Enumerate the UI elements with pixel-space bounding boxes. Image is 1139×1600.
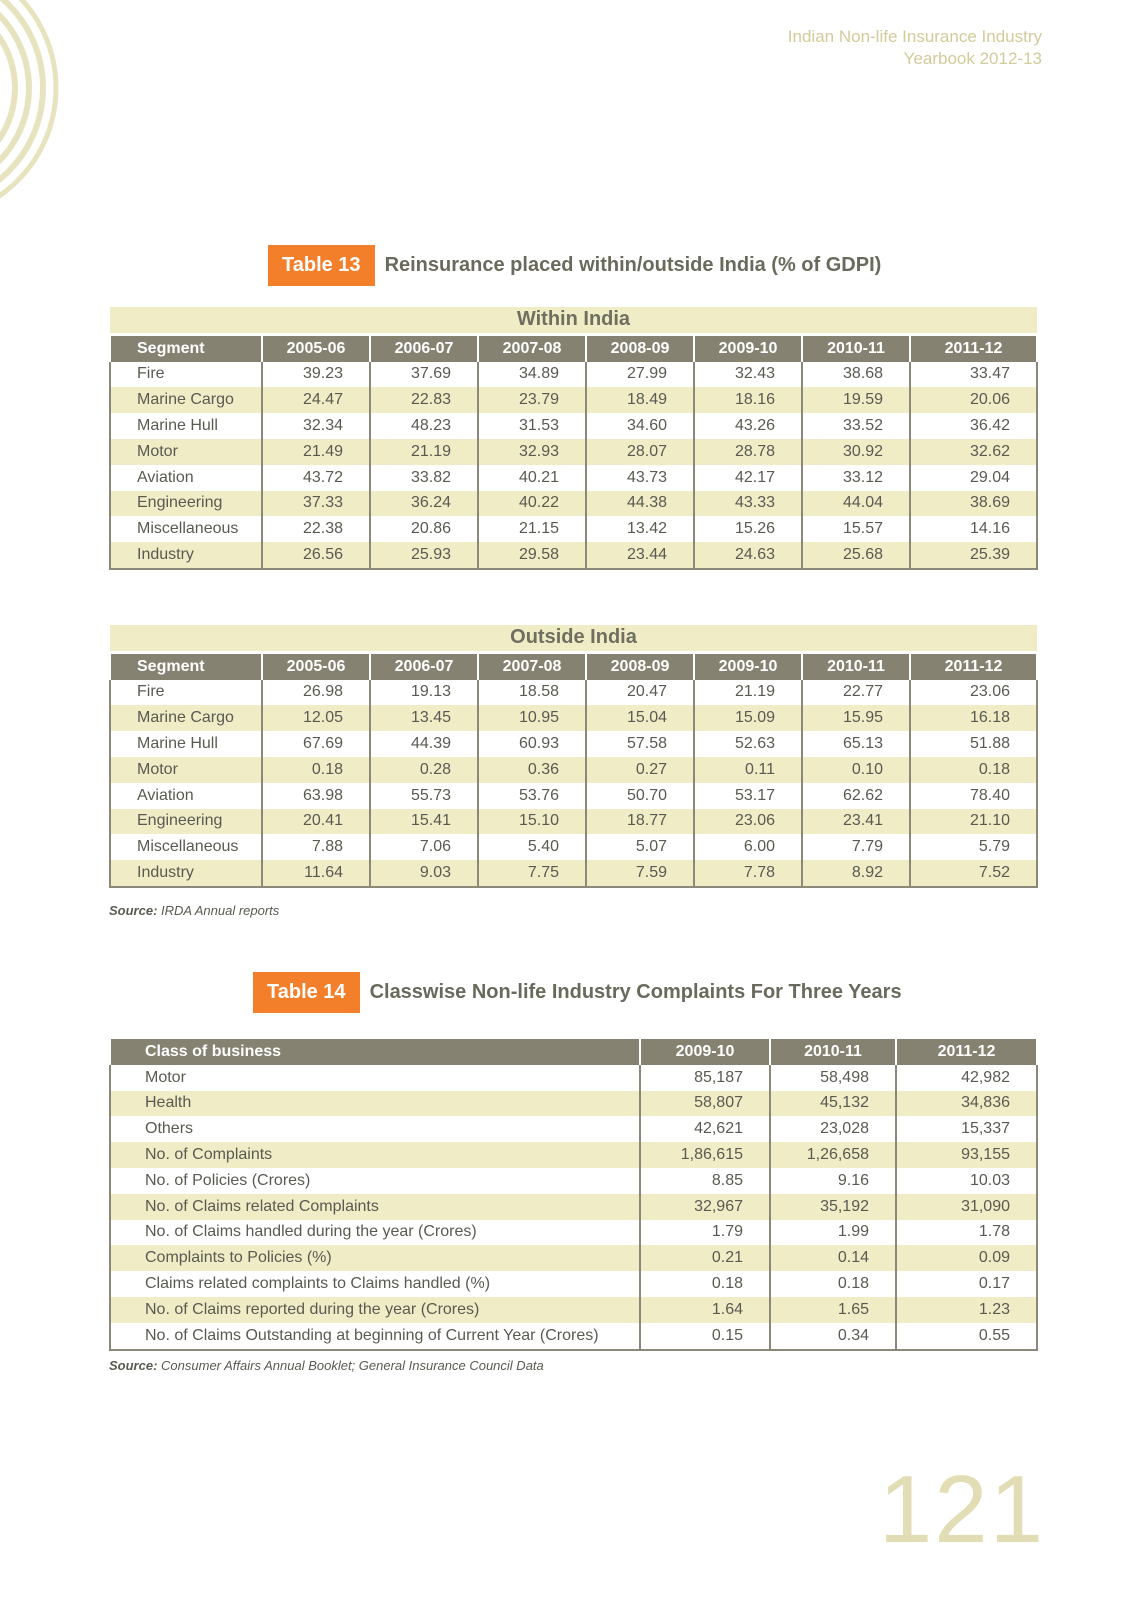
table-cell: 0.27	[586, 757, 694, 783]
table-cell: 1.79	[640, 1220, 770, 1246]
table-row	[110, 1297, 1037, 1323]
table-cell: 52.63	[694, 731, 802, 757]
table14-title: Classwise Non-life Industry Complaints For Three Years	[369, 981, 902, 1003]
column-header: 2011-12	[896, 1039, 1037, 1065]
column-header: 2006-07	[370, 334, 478, 361]
table-row	[110, 1194, 1037, 1220]
table-cell: 22.83	[370, 387, 478, 413]
row-label: Motor	[110, 757, 262, 783]
table-row	[110, 1116, 1037, 1142]
table-cell: 20.41	[262, 809, 370, 835]
row-label: Marine Cargo	[110, 387, 262, 413]
table-cell: 19.59	[802, 387, 910, 413]
row-label: Industry	[110, 860, 262, 887]
column-header: 2009-10	[694, 652, 802, 679]
table-cell: 35,192	[770, 1194, 896, 1220]
table-cell: 21.49	[262, 439, 370, 465]
table-cell: 7.75	[478, 860, 586, 887]
table-cell: 38.69	[910, 491, 1037, 517]
table-cell: 34.89	[478, 362, 586, 388]
table-cell: 1,86,615	[640, 1142, 770, 1168]
source-text: IRDA Annual reports	[161, 903, 280, 918]
table-cell: 33.52	[802, 413, 910, 439]
table-cell: 23.79	[478, 387, 586, 413]
table-cell: 13.42	[586, 516, 694, 542]
table-cell: 43.33	[694, 491, 802, 517]
table-cell: 8.85	[640, 1168, 770, 1194]
table-cell: 28.07	[586, 439, 694, 465]
row-label: No. of Claims handled during the year (Crores)	[110, 1220, 640, 1246]
table-cell: 45,132	[770, 1091, 896, 1117]
table-cell: 30.92	[802, 439, 910, 465]
row-label: Industry	[110, 542, 262, 569]
table-cell: 36.42	[910, 413, 1037, 439]
table-cell: 53.76	[478, 783, 586, 809]
table-row	[110, 1323, 1037, 1350]
table-cell: 25.68	[802, 542, 910, 569]
column-header: 2008-09	[586, 652, 694, 679]
table-cell: 18.58	[478, 680, 586, 706]
within-india-table	[109, 307, 1038, 570]
source-label: Source:	[109, 903, 158, 918]
column-header-row	[110, 1039, 1037, 1065]
table-row	[110, 362, 1037, 388]
table-cell: 7.59	[586, 860, 694, 887]
table-cell: 15.10	[478, 809, 586, 835]
table-cell: 78.40	[910, 783, 1037, 809]
table-cell: 21.19	[370, 439, 478, 465]
table-row	[110, 1065, 1037, 1091]
table-cell: 15.57	[802, 516, 910, 542]
row-label: Marine Cargo	[110, 705, 262, 731]
table-cell: 37.69	[370, 362, 478, 388]
table-cell: 15,337	[896, 1116, 1037, 1142]
table-cell: 43.73	[586, 465, 694, 491]
running-header	[788, 26, 1042, 70]
table-cell: 31,090	[896, 1194, 1037, 1220]
column-header: 2005-06	[262, 334, 370, 361]
table-cell: 13.45	[370, 705, 478, 731]
row-label: Engineering	[110, 809, 262, 835]
row-label: Marine Hull	[110, 413, 262, 439]
table-cell: 67.69	[262, 731, 370, 757]
table-cell: 60.93	[478, 731, 586, 757]
table-row	[110, 387, 1037, 413]
table-cell: 57.58	[586, 731, 694, 757]
column-header: 2005-06	[262, 652, 370, 679]
table-row	[110, 731, 1037, 757]
column-header: 2011-12	[910, 334, 1037, 361]
row-label: No. of Claims related Complaints	[110, 1194, 640, 1220]
table-cell: 32.62	[910, 439, 1037, 465]
table-cell: 43.72	[262, 465, 370, 491]
table-cell: 24.47	[262, 387, 370, 413]
table-cell: 33.47	[910, 362, 1037, 388]
row-label: Fire	[110, 362, 262, 388]
table-cell: 23.41	[802, 809, 910, 835]
table-cell: 32.43	[694, 362, 802, 388]
row-label: Engineering	[110, 491, 262, 517]
table-cell: 44.38	[586, 491, 694, 517]
table13-title: Reinsurance placed within/outside India (% of GDPI)	[384, 254, 882, 276]
table-cell: 50.70	[586, 783, 694, 809]
column-header: 2009-10	[640, 1039, 770, 1065]
table-cell: 29.58	[478, 542, 586, 569]
table-cell: 18.49	[586, 387, 694, 413]
header-line-2: Yearbook 2012-13	[903, 49, 1042, 68]
table-cell: 15.09	[694, 705, 802, 731]
row-label: Fire	[110, 680, 262, 706]
table-cell: 1.23	[896, 1297, 1037, 1323]
table-cell: 63.98	[262, 783, 370, 809]
table-cell: 32,967	[640, 1194, 770, 1220]
column-header: 2010-11	[770, 1039, 896, 1065]
table-cell: 21.15	[478, 516, 586, 542]
table-cell: 31.53	[478, 413, 586, 439]
table-cell: 34,836	[896, 1091, 1037, 1117]
table-cell: 42.17	[694, 465, 802, 491]
row-label: No. of Claims Outstanding at beginning of Current Year (Crores)	[110, 1323, 640, 1350]
table-cell: 0.10	[802, 757, 910, 783]
table-cell: 53.17	[694, 783, 802, 809]
table-row	[110, 860, 1037, 887]
row-label: Motor	[110, 1065, 640, 1091]
row-label: Claims related complaints to Claims handled (%)	[110, 1271, 640, 1297]
page-number: 121	[878, 1456, 1045, 1563]
table-cell: 23.06	[910, 680, 1037, 706]
table-row	[110, 465, 1037, 491]
table-cell: 0.17	[896, 1271, 1037, 1297]
table-cell: 5.79	[910, 834, 1037, 860]
column-header: Segment	[110, 652, 262, 679]
table-cell: 48.23	[370, 413, 478, 439]
row-label: No. of Complaints	[110, 1142, 640, 1168]
table14-badge: Table 14	[253, 972, 360, 1013]
column-header-row	[110, 652, 1037, 679]
decorative-arcs-icon	[0, 0, 70, 220]
table-cell: 9.16	[770, 1168, 896, 1194]
table-row	[110, 1142, 1037, 1168]
table-cell: 24.63	[694, 542, 802, 569]
column-header: Class of business	[110, 1039, 640, 1065]
table-row	[110, 516, 1037, 542]
table-row	[110, 491, 1037, 517]
row-label: No. of Claims reported during the year (Crores)	[110, 1297, 640, 1323]
table-cell: 0.18	[262, 757, 370, 783]
table-cell: 32.93	[478, 439, 586, 465]
table-cell: 51.88	[910, 731, 1037, 757]
column-header: 2008-09	[586, 334, 694, 361]
table-cell: 9.03	[370, 860, 478, 887]
table-cell: 5.40	[478, 834, 586, 860]
table-cell: 93,155	[896, 1142, 1037, 1168]
outside-india-table	[109, 625, 1038, 888]
table-cell: 10.03	[896, 1168, 1037, 1194]
table-cell: 58,498	[770, 1065, 896, 1091]
table-row	[110, 1220, 1037, 1246]
table-cell: 25.93	[370, 542, 478, 569]
table-cell: 29.04	[910, 465, 1037, 491]
row-label: Motor	[110, 439, 262, 465]
table-cell: 37.33	[262, 491, 370, 517]
table-row	[110, 783, 1037, 809]
table-cell: 21.10	[910, 809, 1037, 835]
source-text: Consumer Affairs Annual Booklet; General Insurance Council Data	[161, 1358, 544, 1373]
table-cell: 12.05	[262, 705, 370, 731]
header-line-1: Indian Non-life Insurance Industry	[787, 27, 1042, 46]
table-cell: 1.65	[770, 1297, 896, 1323]
outside-india-title: Outside India	[110, 625, 1037, 652]
table-cell: 0.34	[770, 1323, 896, 1350]
table-cell: 16.18	[910, 705, 1037, 731]
table-cell: 0.36	[478, 757, 586, 783]
table-cell: 18.16	[694, 387, 802, 413]
table-cell: 25.39	[910, 542, 1037, 569]
table-cell: 58,807	[640, 1091, 770, 1117]
column-header: Segment	[110, 334, 262, 361]
row-label: Others	[110, 1116, 640, 1142]
row-label: Aviation	[110, 465, 262, 491]
table-cell: 20.47	[586, 680, 694, 706]
table-cell: 28.78	[694, 439, 802, 465]
table-cell: 6.00	[694, 834, 802, 860]
table-cell: 5.07	[586, 834, 694, 860]
table-cell: 38.68	[802, 362, 910, 388]
table-cell: 22.77	[802, 680, 910, 706]
within-india-title: Within India	[110, 307, 1037, 334]
table-cell: 0.09	[896, 1245, 1037, 1271]
row-label: Miscellaneous	[110, 516, 262, 542]
table-cell: 10.95	[478, 705, 586, 731]
table13-badge: Table 13	[268, 245, 375, 286]
table-cell: 44.39	[370, 731, 478, 757]
table-row	[110, 1168, 1037, 1194]
table-row	[110, 1245, 1037, 1271]
table-cell: 18.77	[586, 809, 694, 835]
table-cell: 21.19	[694, 680, 802, 706]
table-cell: 7.06	[370, 834, 478, 860]
table-cell: 8.92	[802, 860, 910, 887]
table-cell: 32.34	[262, 413, 370, 439]
table-cell: 42,982	[896, 1065, 1037, 1091]
table-cell: 15.26	[694, 516, 802, 542]
table-cell: 0.14	[770, 1245, 896, 1271]
table-row	[110, 1091, 1037, 1117]
column-header: 2006-07	[370, 652, 478, 679]
column-header-row	[110, 334, 1037, 361]
row-label: No. of Policies (Crores)	[110, 1168, 640, 1194]
table-cell: 40.22	[478, 491, 586, 517]
table-cell: 7.88	[262, 834, 370, 860]
table-row	[110, 1271, 1037, 1297]
table-cell: 1.64	[640, 1297, 770, 1323]
table-cell: 33.82	[370, 465, 478, 491]
table-cell: 0.18	[910, 757, 1037, 783]
table-cell: 44.04	[802, 491, 910, 517]
table-cell: 65.13	[802, 731, 910, 757]
table-cell: 23.44	[586, 542, 694, 569]
table-cell: 0.18	[640, 1271, 770, 1297]
table-row	[110, 542, 1037, 569]
table-row	[110, 757, 1037, 783]
row-label: Miscellaneous	[110, 834, 262, 860]
table-cell: 20.86	[370, 516, 478, 542]
table-cell: 43.26	[694, 413, 802, 439]
column-header: 2010-11	[802, 334, 910, 361]
table-row	[110, 834, 1037, 860]
table14-source	[109, 1358, 544, 1373]
table-row	[110, 413, 1037, 439]
row-label: Health	[110, 1091, 640, 1117]
table-cell: 11.64	[262, 860, 370, 887]
table-row	[110, 439, 1037, 465]
table-cell: 1.99	[770, 1220, 896, 1246]
table13-source	[109, 903, 279, 918]
table-row	[110, 705, 1037, 731]
table-row	[110, 809, 1037, 835]
table-cell: 0.18	[770, 1271, 896, 1297]
table-cell: 33.12	[802, 465, 910, 491]
table-cell: 23.06	[694, 809, 802, 835]
table-cell: 40.21	[478, 465, 586, 491]
row-label: Marine Hull	[110, 731, 262, 757]
table-cell: 23,028	[770, 1116, 896, 1142]
table-cell: 1,26,658	[770, 1142, 896, 1168]
table-cell: 19.13	[370, 680, 478, 706]
table-cell: 7.78	[694, 860, 802, 887]
table-cell: 85,187	[640, 1065, 770, 1091]
row-label: Complaints to Policies (%)	[110, 1245, 640, 1271]
table-cell: 22.38	[262, 516, 370, 542]
complaints-table	[109, 1039, 1038, 1351]
table-cell: 0.21	[640, 1245, 770, 1271]
row-label: Aviation	[110, 783, 262, 809]
column-header: 2011-12	[910, 652, 1037, 679]
table-cell: 7.52	[910, 860, 1037, 887]
column-header: 2007-08	[478, 334, 586, 361]
table-cell: 15.95	[802, 705, 910, 731]
table-cell: 7.79	[802, 834, 910, 860]
table-cell: 39.23	[262, 362, 370, 388]
column-header: 2009-10	[694, 334, 802, 361]
table-cell: 62.62	[802, 783, 910, 809]
table14-heading	[253, 972, 902, 1013]
column-header: 2007-08	[478, 652, 586, 679]
table-cell: 15.41	[370, 809, 478, 835]
table-cell: 14.16	[910, 516, 1037, 542]
table-cell: 26.98	[262, 680, 370, 706]
table-cell: 1.78	[896, 1220, 1037, 1246]
table-cell: 36.24	[370, 491, 478, 517]
table-cell: 20.06	[910, 387, 1037, 413]
table-row	[110, 680, 1037, 706]
table13-heading	[268, 245, 881, 286]
table-cell: 26.56	[262, 542, 370, 569]
source-label: Source:	[109, 1358, 158, 1373]
table-cell: 0.15	[640, 1323, 770, 1350]
table-cell: 0.55	[896, 1323, 1037, 1350]
table-cell: 15.04	[586, 705, 694, 731]
table-cell: 0.28	[370, 757, 478, 783]
table-cell: 0.11	[694, 757, 802, 783]
table-cell: 55.73	[370, 783, 478, 809]
table-cell: 34.60	[586, 413, 694, 439]
table-cell: 27.99	[586, 362, 694, 388]
column-header: 2010-11	[802, 652, 910, 679]
table-cell: 42,621	[640, 1116, 770, 1142]
